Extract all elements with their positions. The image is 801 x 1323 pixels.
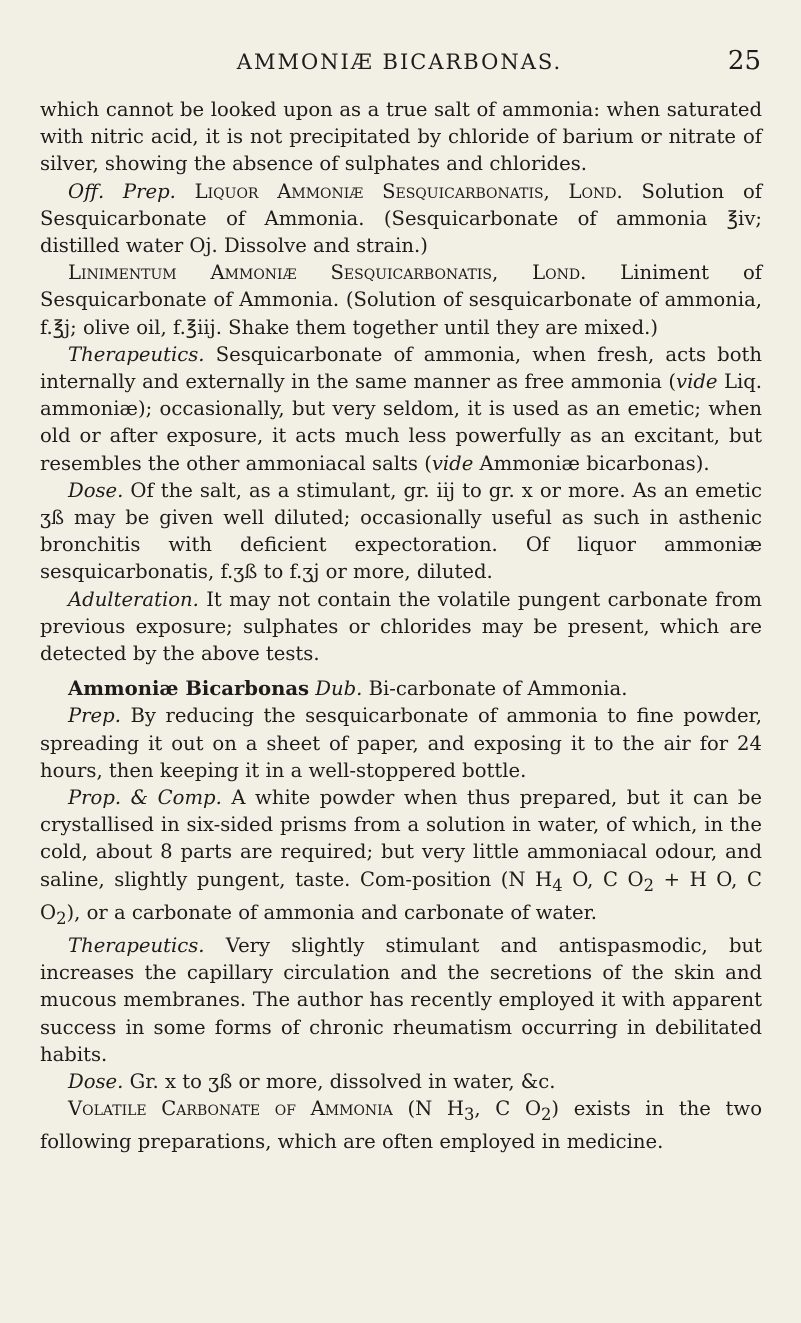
section-label: Adulteration. [68, 587, 199, 611]
section-label: Prep. [68, 704, 121, 728]
running-title: AMMONIÆ BICARBONAS. [236, 50, 563, 74]
section-label: Therapeutics. [68, 933, 205, 957]
paragraph-dose: Dose. Of the salt, as a stimulant, gr. iij to gr. x or more. As an emetic ʒß may be given well diluted; occasionally useful as such in asthenic bronchitis with deficient expectoration. Of liquor ammoniæ sesquicarbonatis, f.ʒß to f.ʒj or more, diluted. [40, 478, 762, 584]
paragraph-volatile-carbonate: Volatile Carbonate of Ammonia (N $H_3$, C $O_2$) exists in the two following preparations, which are often employed in medicine. [40, 1097, 763, 1154]
paragraph-entry-heading: Ammoniæ Bicarbonas Dub. Bi-carbonate of Ammonia. [68, 677, 628, 701]
page-body [40, 96, 762, 1155]
page-header [38, 46, 761, 84]
preparation-name: Liquor Ammoniæ Sesquicarbonatis, Lond. [194, 179, 623, 203]
section-label: Therapeutics. [68, 342, 205, 366]
paragraph-adulteration: Adulteration. It may not contain the volatile pungent carbonate from previous exposure; sulphates or chlorides may be present, which are detected by the above tests. [40, 587, 762, 666]
preparation-name: Volatile Carbonate of Ammonia [68, 1097, 393, 1121]
preparation-name: Linimentum Ammoniæ Sesquicarbonatis, Lond. [68, 261, 587, 285]
paragraph-continuation: which cannot be looked upon as a true salt of ammonia: when saturated with nitric acid, it is not precipitated by chloride of barium or nitrate of silver, showing the absence of sulphates and chlorides. [40, 98, 762, 176]
paragraph-dose-2: Dose. Gr. x to ʒß or more, dissolved in water, &c. [68, 1069, 556, 1093]
spacer [40, 667, 762, 675]
page-number: 25 [727, 46, 761, 76]
section-label: Dose. [68, 1069, 124, 1093]
paragraph-prep: Prep. By reducing the sesquicarbonate of ammonia to fine powder, spreading it out on a sheet of paper, and exposing it to the air for 24 hours, then keeping it in a well-stoppered bottle. [40, 704, 762, 782]
section-label: Prop. & Comp. [68, 786, 222, 810]
paragraph-therapeutics: Therapeutics. Sesquicarbonate of ammonia, when fresh, acts both internally and externally in the same manner as free ammonia (vide Liq. ammoniæ); occasionally, but very seldom, it is used as an emetic; when old or after exposure, it acts much less powerfully as an excitant, but resembles the other ammoniacal salts (vide Ammoniæ bicarbonas). [40, 342, 763, 475]
paragraph-liniment: Linimentum Ammoniæ Sesquicarbonatis, Lond. Liniment of Sesquicarbonate of Ammonia. (Solution of sesquicarbonate of ammonia, f.℥j; olive oil, f.℥iij. Shake them together until they are mixed.) [40, 261, 763, 339]
entry-title: Ammoniæ Bicarbonas [68, 677, 310, 701]
section-label: Off. Prep. [68, 179, 176, 203]
paragraph-off-prep: Off. Prep. Liquor Ammoniæ Sesquicarbonatis, Lond. Solution of Sesquicarbonate of Ammonia. (Sesquicarbonate of ammonia ℥iv; distilled water Oj. Dissolve and strain.) [40, 179, 762, 258]
pharmacopoeia-abbrev: Dub. [315, 677, 363, 701]
paragraph-therapeutics-2: Therapeutics. Very slightly stimulant and antispasmodic, but increases the capillary circulation and the secretions of the skin and mucous membranes. The author has recently employed it with apparent success in some forms of chronic rheumatism occurring in debilitated habits. [40, 933, 762, 1066]
paragraph-prop-comp: Prop. & Comp. A white powder when thus prepared, but it can be crystallised in six-sided prisms from a solution in water, of which, in the cold, about 8 parts are required; but very little ammoniacal odour, and saline, slightly pungent, taste. Com-position (N $H_4$ O, C $O_2 + H$ O, C $O_2$), or a carbonate of ammonia and carbonate of water. [40, 786, 763, 928]
section-label: Dose. [68, 478, 124, 502]
